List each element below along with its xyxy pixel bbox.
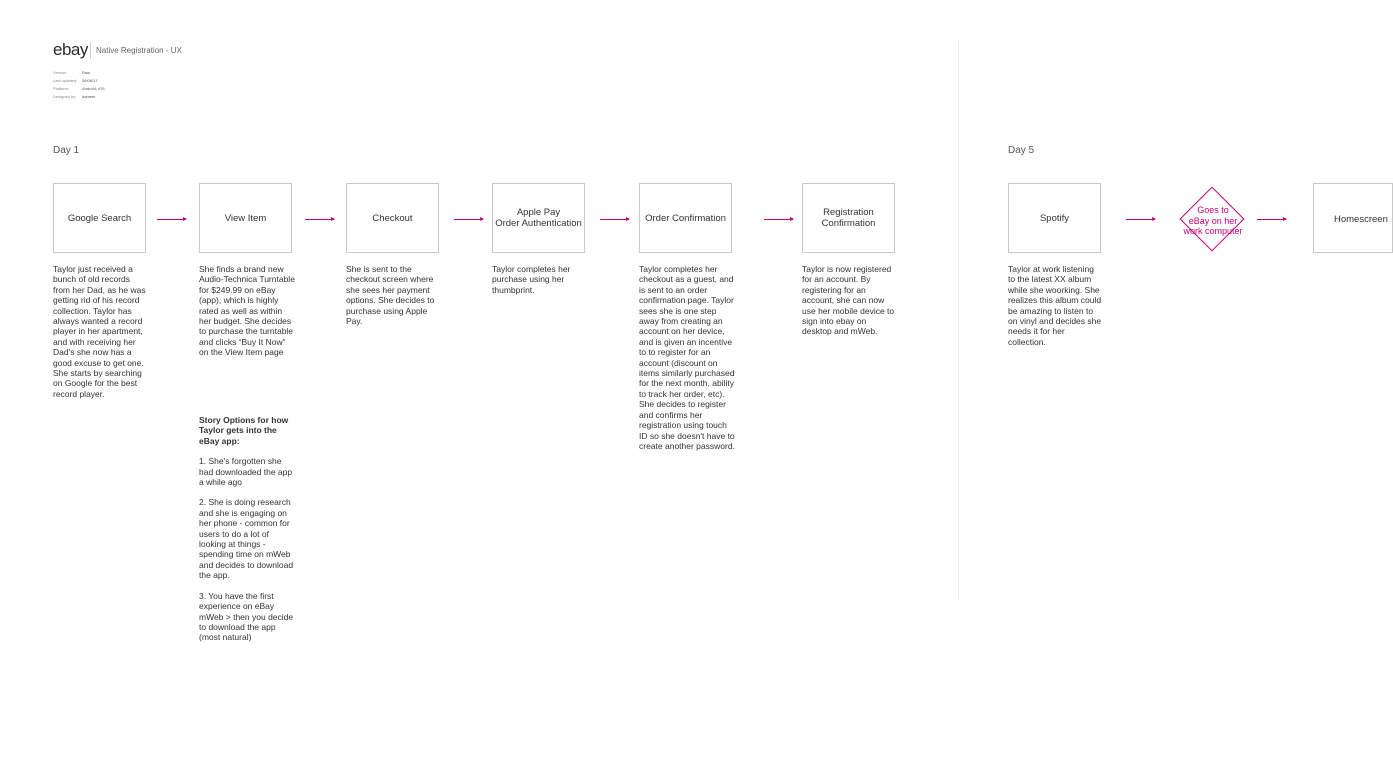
story-options bbox=[199, 415, 295, 643]
meta-updated-label: Last updated: bbox=[53, 78, 78, 83]
step-title: Order Confirmation bbox=[645, 212, 726, 224]
step-box-spotify bbox=[1008, 183, 1101, 253]
step-description-registration-confirmation: Taylor is now registered for an account. By registering for an account, she can now use her mobile device to sign into ebay on desktop and mWeb. bbox=[802, 264, 895, 337]
meta-version-label: Version: bbox=[53, 70, 68, 75]
day-5-label: Day 5 bbox=[1008, 145, 1035, 156]
decision-label: Goes to eBay on her work computer bbox=[1183, 205, 1243, 236]
step-description-order-confirmation: Taylor completes her checkout as a guest, and is sent to an order confirmation page. Taylor sees she is one step away from creating an account on her device, and is given an incentive to to register for an account (discount on items similarly purchased for the next month, ability to track her order, etc). She decides to register and confirms her registration using touch ID so she doesn't have to create another password. bbox=[639, 264, 735, 451]
flow-arrow bbox=[1126, 219, 1155, 220]
story-option-item: 1. She's forgotten she had downloaded the app a while ago bbox=[199, 456, 293, 488]
meta-platform-value: Android, iOS bbox=[82, 86, 105, 91]
step-title: Google Search bbox=[67, 212, 132, 224]
ebay-logo: ebay bbox=[53, 40, 88, 59]
step-description-checkout: She is sent to the checkout screen where she sees her payment options. She decides to purchase using Apple Pay. bbox=[346, 264, 435, 327]
meta-updated-value: 06/06/17 bbox=[82, 78, 98, 83]
step-box-view-item bbox=[199, 183, 292, 253]
step-box-registration-confirmation bbox=[802, 183, 895, 253]
meta-platform-label: Platform: bbox=[53, 86, 70, 91]
day-1-label: Day 1 bbox=[53, 145, 80, 156]
step-box-apple-pay bbox=[492, 183, 585, 253]
step-box-google-search bbox=[53, 183, 146, 253]
step-title: Checkout bbox=[372, 212, 413, 224]
day-separator bbox=[958, 40, 959, 600]
step-description-apple-pay: Taylor completes her purchase using her thumbprint. bbox=[492, 264, 571, 295]
step-description-view-item: She finds a brand new Audio-Technica Turntable for $249.99 on eBay (app), which is highly rated as well as within her budget. She decides to purchase the turntable and clicks “Buy It Now” on the View Item page bbox=[199, 264, 295, 358]
story-option-item: 2. She is doing research and she is engaging on her phone - common for users to do a lot of looking at things - spending time on mWeb and decides to download the app. bbox=[199, 497, 294, 581]
step-title: Registration Confirmation bbox=[821, 207, 876, 229]
meta-designer-value: dameet bbox=[82, 94, 96, 99]
meta-designer-label: Designed by: bbox=[53, 94, 77, 99]
flow-arrow bbox=[454, 219, 483, 220]
story-option-item: 3. You have the first experience on eBay mWeb > then you decide to download the app (most natural) bbox=[199, 590, 294, 643]
step-title: View Item bbox=[224, 212, 267, 224]
flow-arrow bbox=[1257, 219, 1286, 220]
logo-divider bbox=[90, 42, 91, 59]
flow-arrow bbox=[764, 219, 793, 220]
flow-arrow bbox=[305, 219, 334, 220]
flow-arrow bbox=[600, 219, 629, 220]
story-options-title: Story Options for how Taylor gets into the eBay app: bbox=[199, 415, 289, 446]
step-box-order-confirmation bbox=[639, 183, 732, 253]
step-description-google-search: Taylor just received a bunch of old records from her Dad, as he was getting rid of his record collection. Taylor has always wanted a record player in her apartment, and with receiving her Dad's she now has a good excuse to get one. She starts by searching on Google for the best record player. bbox=[53, 264, 146, 399]
step-box-checkout bbox=[346, 183, 439, 253]
step-description-spotify: Taylor at work listening to the latest XX album while she woorking. She realizes this album could be amazing to listen to on vinyl and decides she needs it for her collection. bbox=[1008, 264, 1102, 347]
step-title: Apple Pay Order Authentication bbox=[495, 207, 582, 229]
step-title-homescreen: Homescreen bbox=[1334, 214, 1388, 225]
meta-version-value: Raw bbox=[82, 70, 91, 75]
document-title: Native Registration - UX bbox=[96, 46, 182, 55]
step-title: Spotify bbox=[1039, 212, 1070, 224]
flow-arrow bbox=[157, 219, 186, 220]
